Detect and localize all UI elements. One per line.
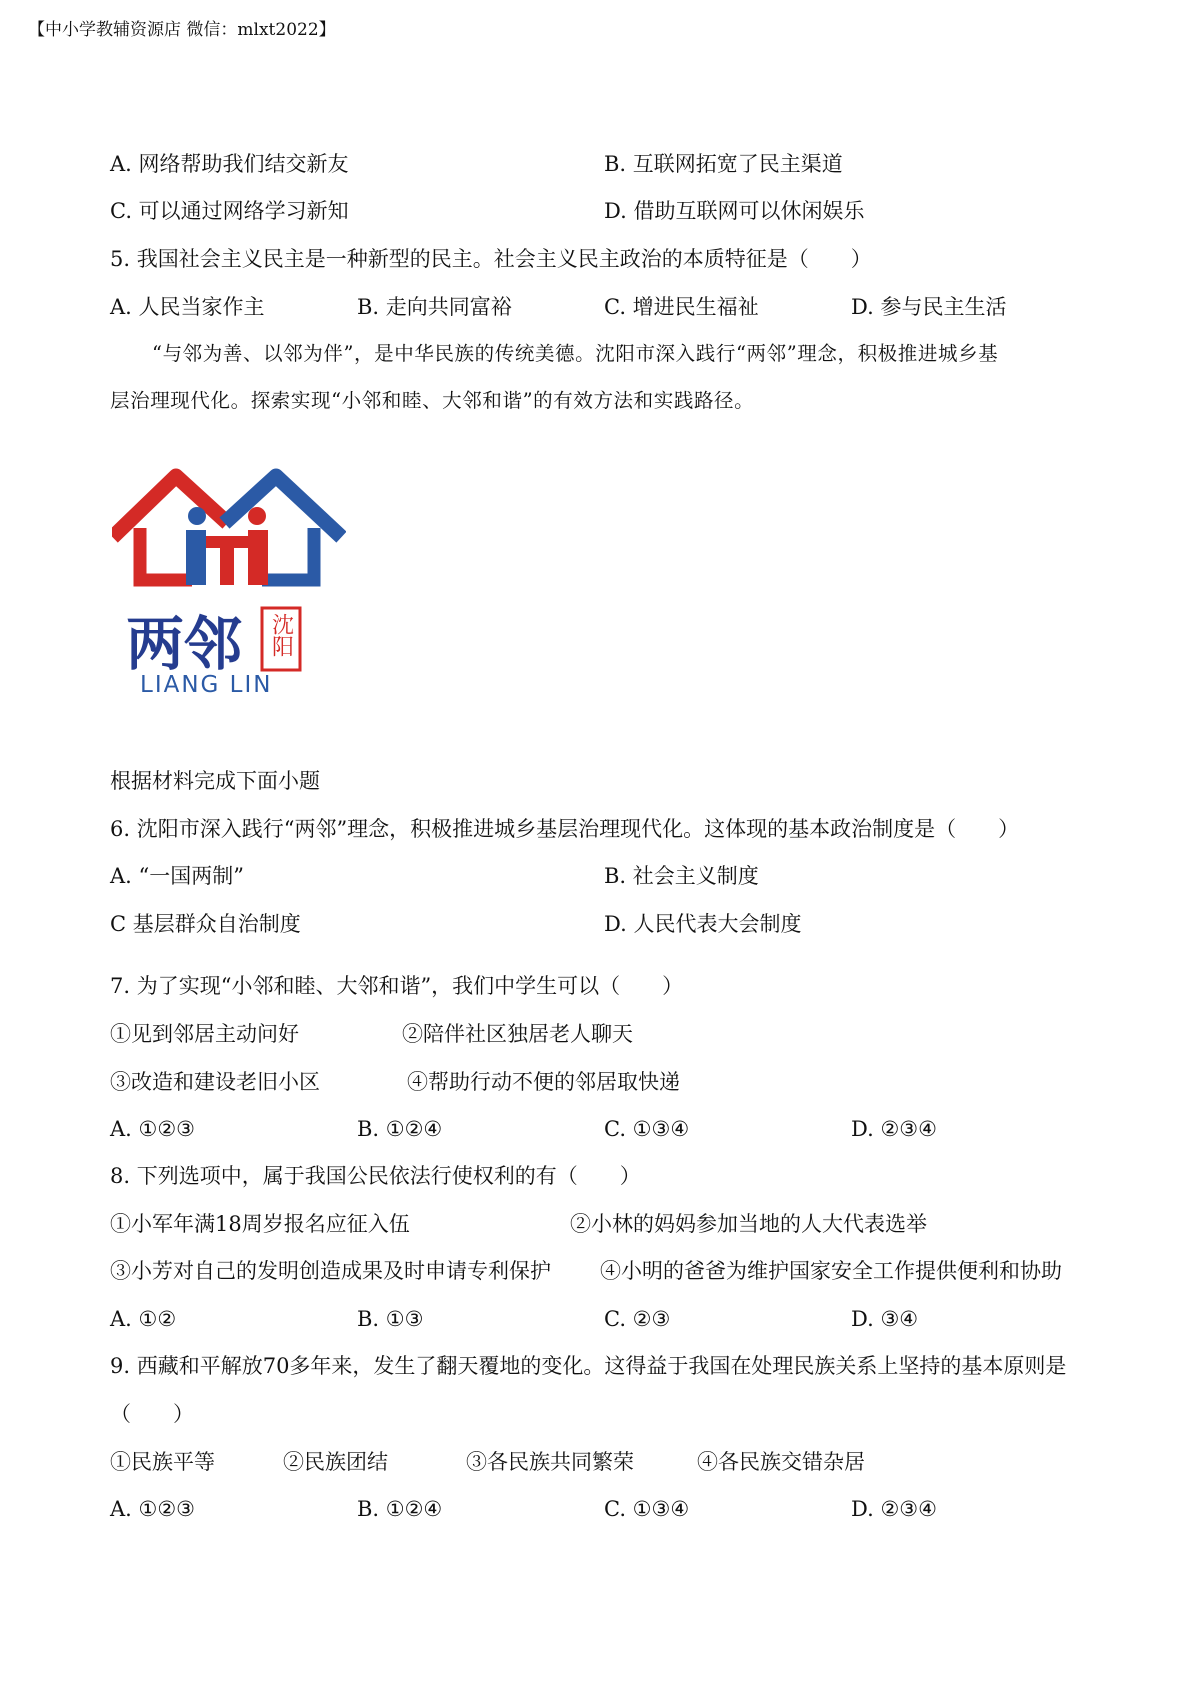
q6-option-d: D. 人民代表大会制度 xyxy=(604,912,802,936)
q5-option-c: C. 增进民生福祉 xyxy=(604,295,759,319)
logo-blue-head xyxy=(188,507,206,525)
q8-option-b: B. ①③ xyxy=(357,1307,424,1331)
q8-item-2: ②小林的妈妈参加当地的人大代表选举 xyxy=(570,1212,927,1236)
q6-option-a: A. “一国两制” xyxy=(110,864,244,888)
logo-red-wall xyxy=(140,528,192,580)
q8-item-1: ①小军年满18周岁报名应征入伍 xyxy=(110,1212,410,1236)
q7-option-a: A. ①②③ xyxy=(110,1117,195,1141)
q7-item-1: ①见到邻居主动问好 xyxy=(110,1022,299,1046)
q4-option-b: B. 互联网拓宽了民主渠道 xyxy=(604,152,843,176)
q8-item-3: ③小芳对自己的发明创造成果及时申请专利保护 xyxy=(110,1259,551,1283)
logo-blue-wall xyxy=(262,528,314,580)
liang-lin-logo xyxy=(112,440,346,695)
q7-item-4: ④帮助行动不便的邻居取快递 xyxy=(407,1070,680,1094)
q9-item-2: ②民族团结 xyxy=(283,1450,388,1474)
logo-subtitle: LIANG LIN xyxy=(140,672,273,695)
q7-stem: 7. 为了实现“小邻和睦、大邻和谐”，我们中学生可以（ ） xyxy=(110,974,684,998)
material-line-2: 层治理现代化。探索实现“小邻和睦、大邻和谐”的有效方法和实践路径。 xyxy=(110,389,755,412)
logo-graphic xyxy=(112,440,346,695)
q9-option-d: D. ②③④ xyxy=(851,1497,937,1521)
q7-item-3: ③改造和建设老旧小区 xyxy=(110,1070,320,1094)
q6-option-b: B. 社会主义制度 xyxy=(604,864,759,888)
q7-option-b: B. ①②④ xyxy=(357,1117,443,1141)
logo-seal-text: 沈阳 xyxy=(268,613,294,657)
logo-blue-body xyxy=(186,530,206,585)
q9-option-c: C. ①③④ xyxy=(604,1497,690,1521)
q9-option-a: A. ①②③ xyxy=(110,1497,195,1521)
logo-center xyxy=(220,548,234,585)
page-header: 【中小学教辅资源店 微信：mlxt2022】 xyxy=(28,20,336,40)
q7-option-d: D. ②③④ xyxy=(851,1117,937,1141)
q9-stem: 9. 西藏和平解放70多年来，发生了翻天覆地的变化。这得益于我国在处理民族关系上坚持的基本原则是 xyxy=(110,1354,1067,1378)
q8-item-4: ④小明的爸爸为维护国家安全工作提供便利和协助 xyxy=(600,1259,1062,1283)
q8-option-d: D. ③④ xyxy=(851,1307,919,1331)
q4-option-a: A. 网络帮助我们结交新友 xyxy=(110,152,349,176)
q4-option-c: C. 可以通过网络学习新知 xyxy=(110,199,349,223)
q9-item-4: ④各民族交错杂居 xyxy=(697,1450,865,1474)
q5-stem: 5. 我国社会主义民主是一种新型的民主。社会主义民主政治的本质特征是（ ） xyxy=(110,247,872,271)
q5-option-b: B. 走向共同富裕 xyxy=(357,295,512,319)
logo-handshake xyxy=(206,536,248,548)
instruction: 根据材料完成下面小题 xyxy=(110,769,320,793)
q8-option-a: A. ①② xyxy=(110,1307,177,1331)
q8-option-c: C. ②③ xyxy=(604,1307,671,1331)
q9-item-3: ③各民族共同繁荣 xyxy=(466,1450,634,1474)
q5-option-d: D. 参与民主生活 xyxy=(851,295,1007,319)
q7-option-c: C. ①③④ xyxy=(604,1117,690,1141)
q8-stem: 8. 下列选项中，属于我国公民依法行使权利的有（ ） xyxy=(110,1164,641,1188)
q9-option-b: B. ①②④ xyxy=(357,1497,443,1521)
q7-item-2: ②陪伴社区独居老人聊天 xyxy=(402,1022,633,1046)
q5-option-a: A. 人民当家作主 xyxy=(110,295,265,319)
logo-title: 两邻 xyxy=(126,610,243,678)
q9-stem-continued: （ ） xyxy=(110,1402,194,1426)
logo-red-body xyxy=(248,530,268,585)
material-line-1: “与邻为善、以邻为伴”，是中华民族的传统美德。沈阳市深入践行“两邻”理念，积极推进城乡基 xyxy=(152,342,999,365)
logo-red-roof xyxy=(118,476,222,532)
q4-option-d: D. 借助互联网可以休闲娱乐 xyxy=(604,199,865,223)
logo-red-head xyxy=(248,507,266,525)
q6-option-c: C 基层群众自治制度 xyxy=(110,912,301,936)
logo-blue-roof xyxy=(230,476,336,532)
q6-stem: 6. 沈阳市深入践行“两邻”理念，积极推进城乡基层治理现代化。这体现的基本政治制度是（ ） xyxy=(110,817,1020,841)
q9-item-1: ①民族平等 xyxy=(110,1450,215,1474)
